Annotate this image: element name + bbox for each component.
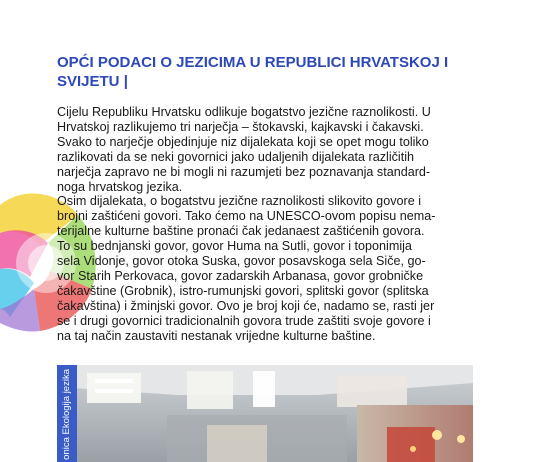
body-paragraphs xyxy=(57,105,474,344)
text-line: sela Vidonje, govor otoka Suska, govor posavskoga sela Siče, go- xyxy=(57,254,426,269)
text-line: Osim dijalekata, o bogatstvu jezične raznolikosti slikovito govore i xyxy=(57,194,421,209)
text-line: brojni zaštićeni govori. Tako ćemo na UNESCO-ovom popisu nema- xyxy=(57,209,436,224)
side-tab-label: onica Ekologija jezika xyxy=(61,369,72,460)
side-tab xyxy=(57,365,77,462)
text-line: vor Starih Perkovaca, govor zadarskih Arbanasa, govor grobničke xyxy=(57,268,424,283)
text-line: čakavštine (Grobnik), istro-rumunjski govori, splitski govor (splitska xyxy=(57,283,429,298)
photo-illustration xyxy=(57,365,473,462)
text-line: Hrvatskoj razlikujemo tri narječja – štokavski, kajkavski i čakavski. xyxy=(57,119,424,134)
text-line: noga hrvatskog jezika. xyxy=(57,179,183,194)
heading-title: OPĆI PODACI O JEZICIMA U REPUBLICI HRVATSKOJ I SVIJETU xyxy=(57,54,449,90)
classroom-photo xyxy=(57,365,473,462)
text-line: Svako to narječje objedinjuje niz dijalekata koji se opet mogu toliko xyxy=(57,134,429,149)
section-heading xyxy=(57,53,477,91)
text-line: na taj način zaustaviti nestanak vrijedne kulturne baštine. xyxy=(57,328,376,343)
heading-separator: | xyxy=(123,73,128,90)
text-line: narječja zapravo ne bi mogli ni razumjeti bez poznavanja standard- xyxy=(57,164,431,179)
text-line: Cijelu Republiku Hrvatsku odlikuje bogatstvo jezične raznolikosti. U xyxy=(57,105,431,119)
text-line: čakavština) i žminjski govor. Ovo je broj koji će, nadamo se, rasti jer xyxy=(57,298,435,313)
text-line: se i drugi govornici tradicionalnih govora trude zaštiti svoje govore i xyxy=(57,313,431,328)
text-line: terijalne kulturne baštine pronaći čak jedanaest zaštićenih govora. xyxy=(57,224,425,239)
text-line: razlikovati da se neki govornici jako udaljenih dijalekata različitih xyxy=(57,149,415,164)
text-line: To su bednjanski govor, govor Huma na Sutli, govor i toponimija xyxy=(57,239,412,254)
